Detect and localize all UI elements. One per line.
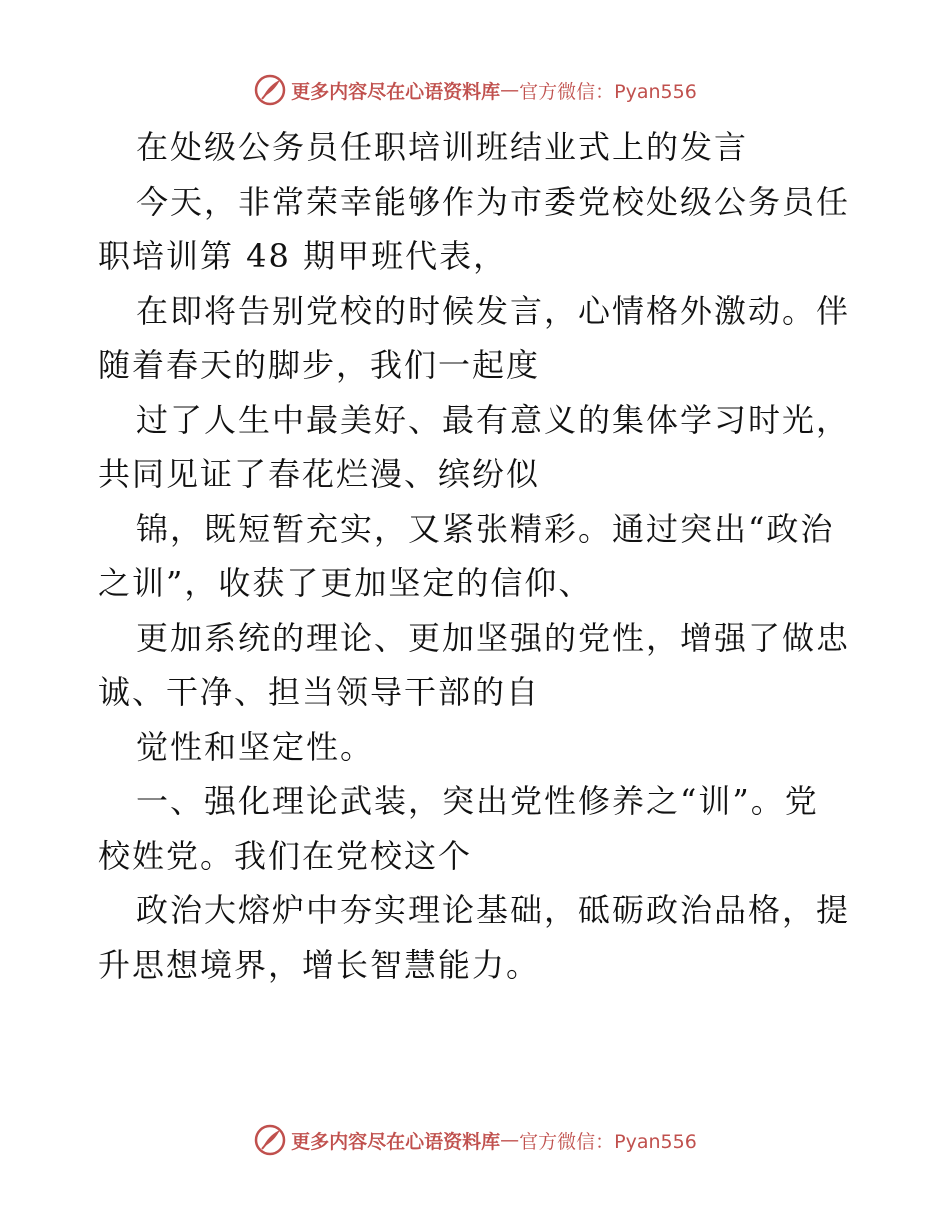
separator: —	[500, 1129, 520, 1151]
text-line: 升思想境界，增长智慧能力。	[98, 945, 541, 984]
text-line: 过了人生中最美好、最有意义的集体学习时光，	[136, 400, 851, 439]
wechat-id-text: 官方微信：Pyan556	[519, 1130, 697, 1153]
text-line: 校姓党。我们在党校这个	[98, 836, 473, 875]
text-line: 觉性和坚定性。	[136, 727, 375, 766]
text-line: 在即将告别党校的时候发言，心情格外激动。伴	[136, 291, 851, 330]
text-line: 之训”，收获了更加坚定的信仰、	[98, 564, 593, 602]
text-line: 锦，既短暂充实，又紧张精彩。通过突出“政治	[136, 509, 835, 548]
text-line: 随着春天的脚步，我们一起度	[98, 346, 541, 384]
text-line: 一、强化理论武装，突出党性修养之“训”。党	[136, 782, 819, 820]
text-line: 职培训第 48 期甲班代表，	[98, 237, 508, 275]
document-title: 在处级公务员任职培训班结业式上的发言	[136, 128, 749, 166]
text-line: 今天，非常荣幸能够作为市委党校处级公务员任	[136, 182, 851, 221]
wechat-id-text: 官方微信：Pyan556	[519, 80, 697, 103]
feather-pen-logo-icon	[253, 1123, 287, 1157]
promo-text: 更多内容尽在心语资料库	[291, 1130, 501, 1153]
document-lines	[98, 175, 858, 993]
header-watermark-banner	[0, 70, 950, 110]
text-line: 共同见证了春花烂漫、缤纷似	[98, 455, 541, 493]
text-line: 政治大熔炉中夯实理论基础，砥砺政治品格，提	[136, 891, 851, 929]
separator: —	[500, 79, 520, 101]
text-line: 诚、干净、担当领导干部的自	[98, 673, 541, 711]
text-line: 更加系统的理论、更加坚强的党性，增强了做忠	[136, 618, 851, 657]
promo-text: 更多内容尽在心语资料库	[291, 80, 501, 103]
feather-pen-logo-icon	[253, 73, 287, 107]
footer-watermark-banner	[0, 1120, 950, 1160]
document-body	[98, 120, 858, 992]
